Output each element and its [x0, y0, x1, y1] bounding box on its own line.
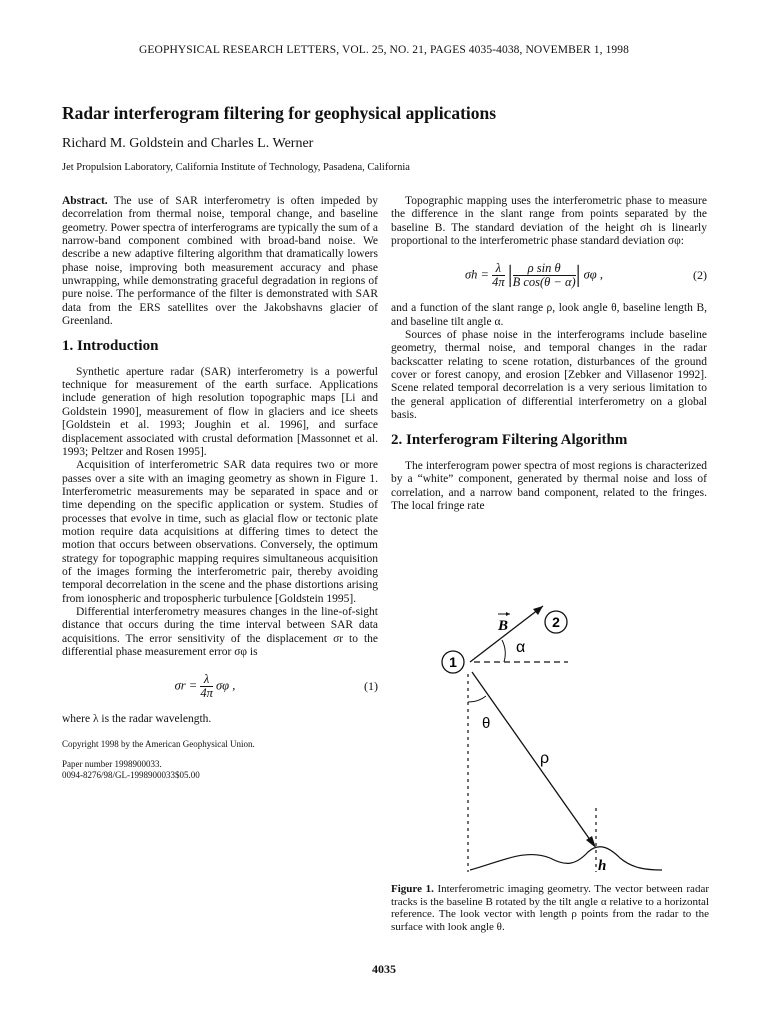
baseline-overbar-arrow [506, 612, 510, 616]
left-column [62, 195, 378, 781]
eq2-denominator-2: B cos(θ − α) [512, 274, 576, 289]
alpha-label: α [516, 639, 526, 656]
alpha-arc [502, 640, 505, 662]
paper-title: Radar interferogram filtering for geophysical applications [62, 103, 497, 123]
equation-2 [391, 254, 707, 296]
eq1-denominator: 4π [200, 685, 213, 700]
eq2-fraction-2 [513, 262, 576, 290]
rho-label: ρ [540, 750, 550, 767]
eq2-numerator-2: ρ sin θ [513, 262, 576, 276]
eq2-number: (2) [693, 267, 707, 282]
abstract [62, 195, 378, 328]
figure-1-caption [391, 883, 709, 933]
intro-paragraph-3: Differential interferometry measures changes in the line-of-sight distance that occurs during the time interval between SAR data acquisitions. The error sensitivity of the displacement σr to the differential phase measurement error σφ is [62, 605, 378, 658]
theta-arc [468, 696, 486, 702]
affiliation: Jet Propulsion Laboratory, California Institute of Technology, Pasadena, California [62, 162, 410, 173]
section-introduction-heading: 1. Introduction [62, 338, 159, 355]
journal-header: GEOPHYSICAL RESEARCH LETTERS, VOL. 25, NO. 21, PAGES 4035-4038, NOVEMBER 1, 1998 [139, 44, 629, 56]
figure-1-geometry [430, 600, 690, 880]
copyright: Copyright 1998 by the American Geophysical Union. [62, 738, 255, 749]
right-column [391, 195, 707, 513]
page-number: 4035 [372, 962, 396, 976]
baseline-arrowhead [533, 606, 543, 615]
abs-bar-right: | [575, 261, 581, 288]
eq2-lhs: σh = [465, 267, 493, 282]
equation-1 [62, 665, 378, 707]
caption-label: Figure 1. [391, 883, 434, 895]
authors: Richard M. Goldstein and Charles L. Werner [62, 136, 314, 151]
intro-paragraph-1: Synthetic aperture radar (SAR) interferometry is a powerful technique for measurement of the earth surface. Applications include generation of high resolution topographic maps [Li and Goldstein 1990], measurement of flow in glaciers and ice sheets [Goldstein et al. 1993; Joughin et al. 1996], and surface displacement associated with crustal deformation [Massonnet et al. 1993; Peltzer and Rosen 1995]. [62, 365, 378, 458]
abstract-label: Abstract. [62, 195, 108, 207]
eq2-fraction-1 [492, 262, 505, 290]
baseline-label: B [498, 618, 509, 634]
eq2-numerator-1: λ [492, 262, 505, 276]
eq2-denominator-1: 4π [492, 274, 505, 289]
eq1-numerator: λ [200, 673, 213, 687]
section-filtering-heading: 2. Interferogram Filtering Algorithm [391, 432, 628, 449]
radar-2-label: 2 [552, 614, 560, 630]
noise-sources-paragraph: Sources of phase noise in the interferograms include baseline geometry, thermal noise, and temporal changes in the radar backscatter relating to scene rotation, disturbances of the ground cover or forest canopy, and erosion [Zebker and Villasenor 1992]. Scene related temporal decorrelation is a very serious limitation to the general application of differential interferometry on a global basis. [391, 329, 707, 422]
height-label: h [598, 858, 607, 874]
look-vector [472, 672, 593, 844]
filtering-paragraph: The interferogram power spectra of most regions is characterized by a “white” component, generated by thermal noise and loss of correlation, and a narrow band component, related to the fringes. The local fringe rate [391, 459, 707, 512]
article-code: 0094-8276/98/GL-1998900033$05.00 [62, 769, 200, 780]
function-paragraph: and a function of the slant range ρ, look angle θ, baseline length B, and baseline tilt angle α. [391, 302, 707, 328]
abs-bar-left: | [507, 261, 513, 288]
intro-paragraph-2: Acquisition of interferometric SAR data requires two or more passes over a site with an imaging geometry as shown in Figure 1. Interferometric measurements may be separated in space and or time depending on the specific application or system. Studies of processes that evolve in time, such as glacial flow or tectonic plate motion require data acquisitions at differing times to detect the motion that occurs between observations. Conversely, the optimum strategy for topographic mapping requires simultaneous acquisition of the images forming the interferometric pair, thereby avoiding temporal decorrelation in the scene and the phase distortions arising from ionospheric and tropospheric turbulence [Goldstein 1995]. [62, 459, 378, 605]
eq1-lhs: σr = [174, 678, 201, 693]
intro-paragraph-4: where λ is the radar wavelength. [62, 713, 212, 726]
eq1-number: (1) [364, 678, 378, 693]
radar-1-label: 1 [449, 654, 457, 670]
terrain-profile [470, 847, 662, 870]
look-arrowhead [586, 836, 596, 848]
eq2-rhs: σφ , [583, 267, 603, 282]
eq1-fraction [200, 673, 213, 701]
paper-number: Paper number 1998900033. [62, 758, 162, 769]
eq1-rhs: σφ , [216, 678, 236, 693]
caption-text: Interferometric imaging geometry. The vector between radar tracks is the baseline B rotated by the tilt angle α relative to a horizontal reference. The look vector with length ρ points from the radar to the surface with look angle θ. [391, 883, 709, 933]
topo-paragraph: Topographic mapping uses the interferometric phase to measure the difference in the slant range from points separated by the baseline B. The standard deviation of the height σh is linearly proportional to the interferometric phase standard deviation σφ: [391, 195, 707, 248]
abstract-text: The use of SAR interferometry is often impeded by decorrelation from thermal noise, temporal change, and baseline geometry. Power spectra of interferograms are typically the sum of a narrow-band component combined with broad-band noise. We describe a new adaptive filtering algorithm that dramatically lowers phase noise, improving both measurement accuracy and phase unwrapping, while demonstrating graceful degradation in regions of pure noise. The performance of the filter is demonstrated with SAR data from the ERS satellites over the Jakobshavns glacier of Greenland. [62, 195, 378, 328]
theta-label: θ [482, 715, 491, 732]
